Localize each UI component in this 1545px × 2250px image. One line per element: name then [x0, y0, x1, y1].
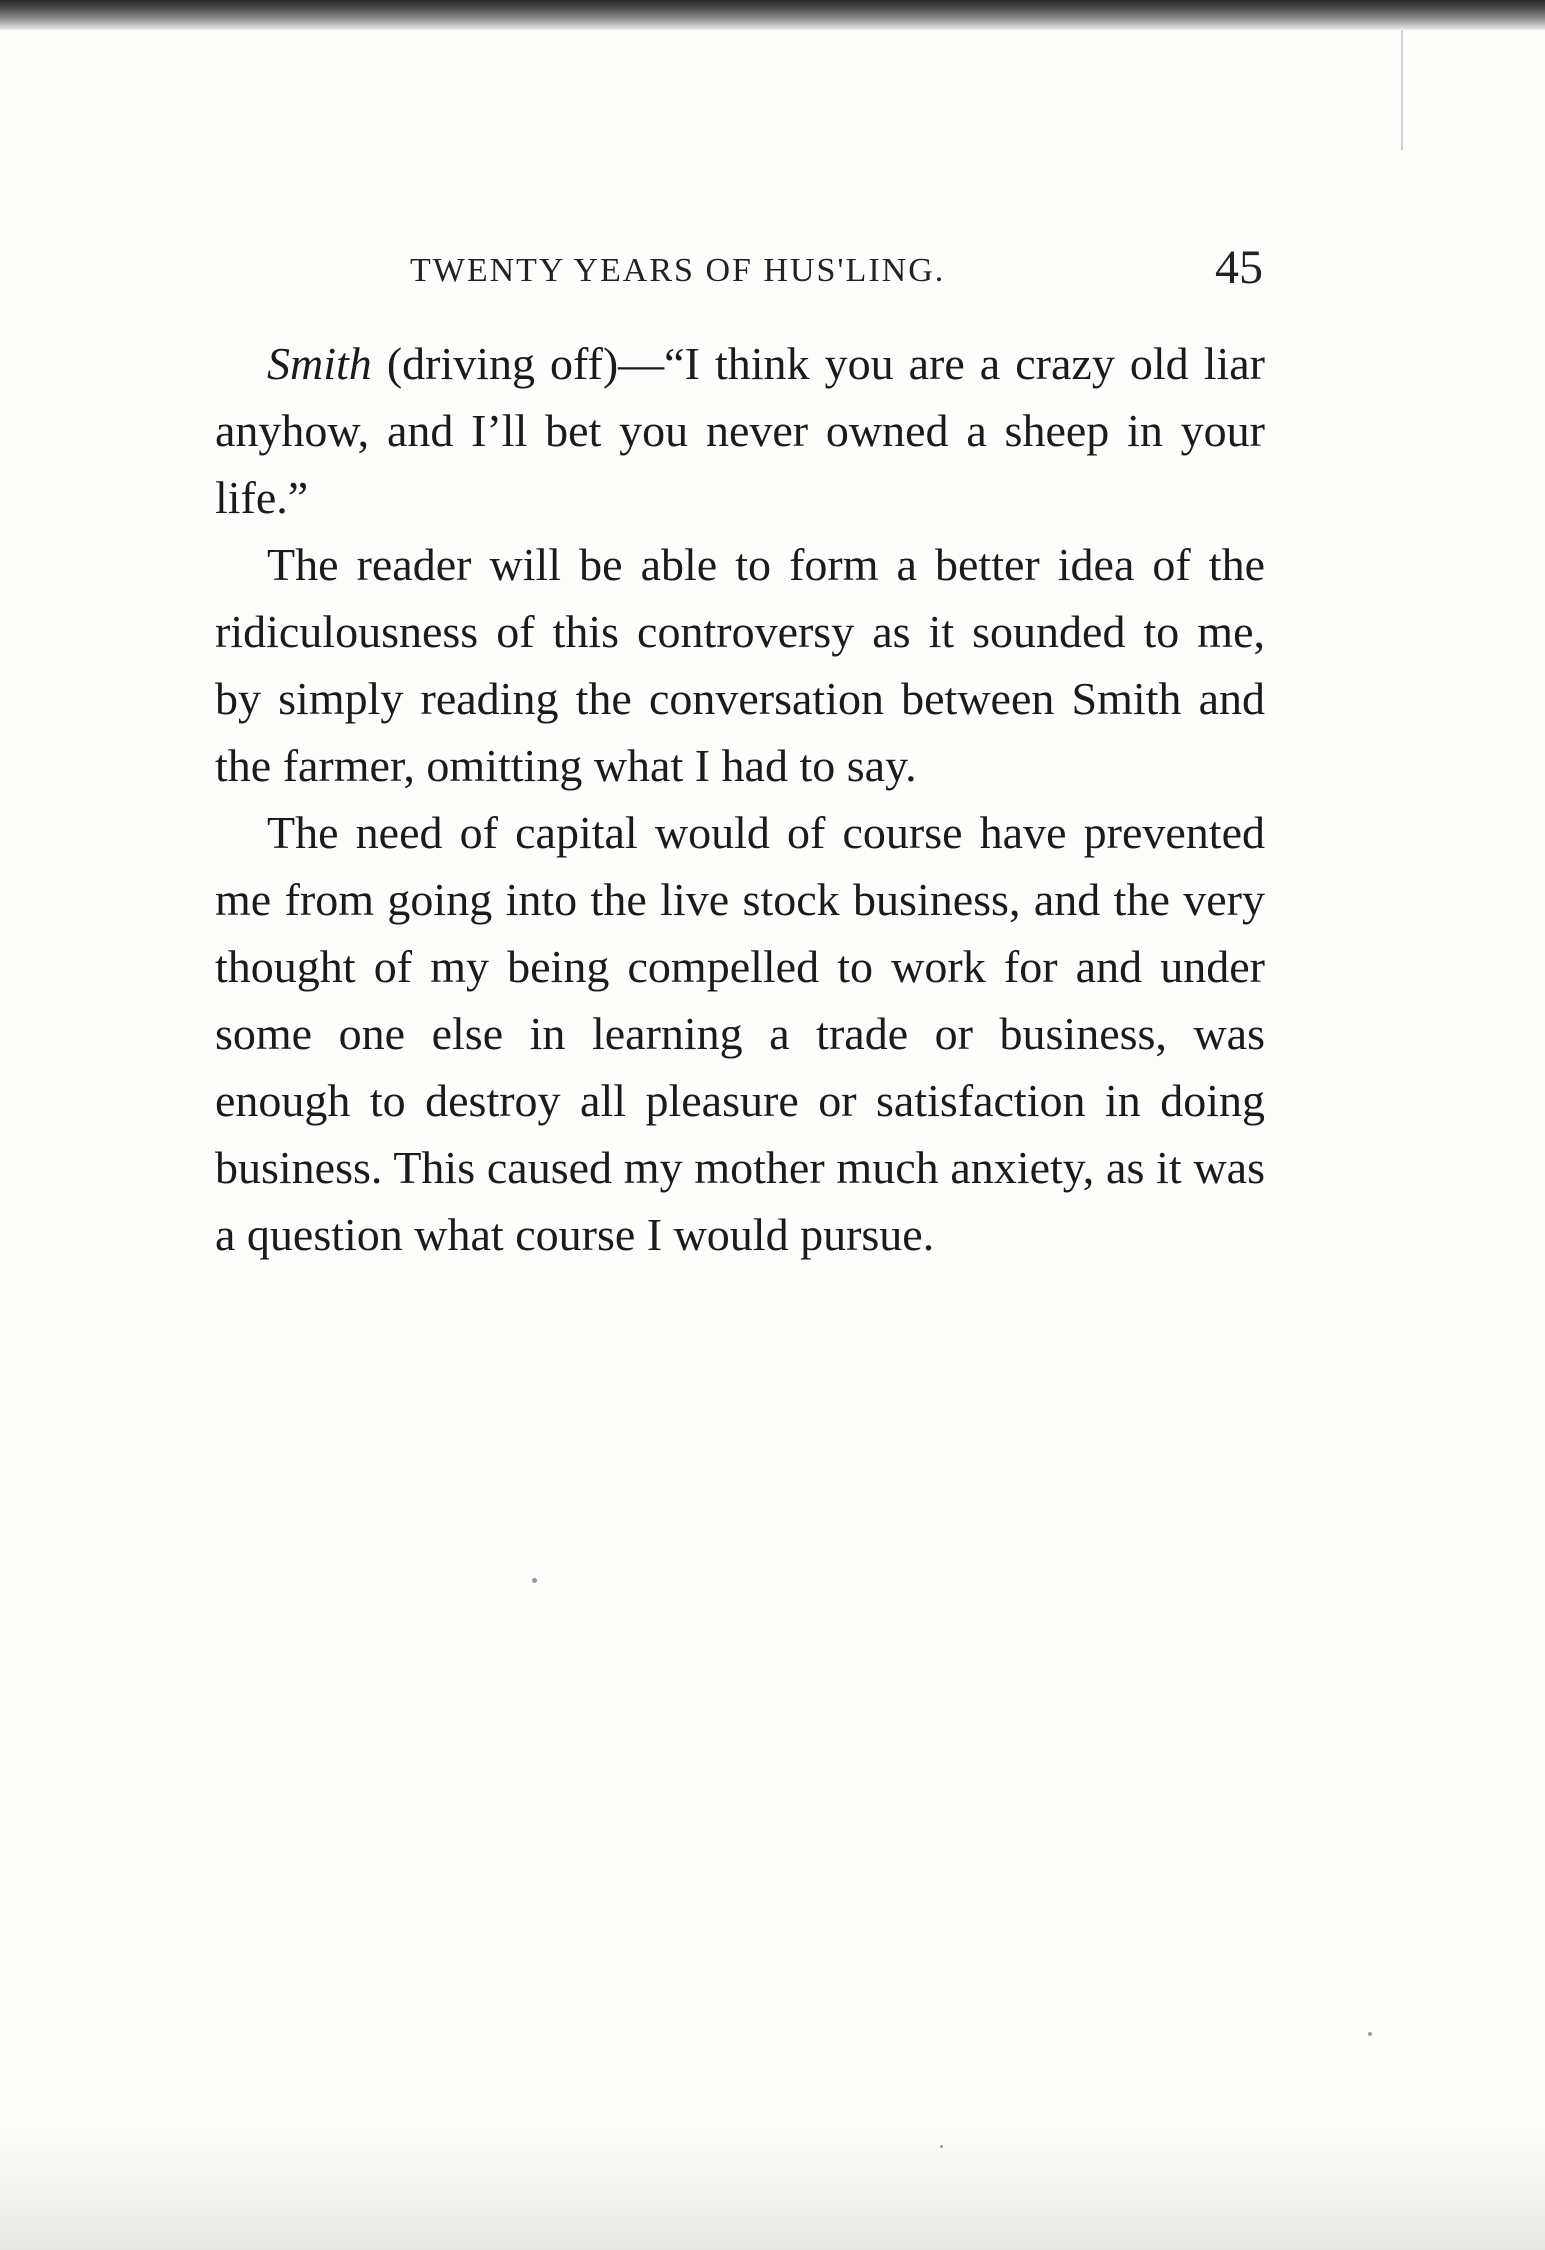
page-edge-mark [1401, 30, 1403, 150]
paper-speck [532, 1578, 537, 1583]
page-bottom-shading [0, 2130, 1545, 2250]
paragraph-1 [215, 330, 1265, 531]
running-head [215, 240, 1265, 310]
page-top-border [0, 0, 1545, 30]
paragraph-3: The need of capital would of course have prevented me from going into the live stock business, and the very thought of my being compelled to work for and under some one else in learning a trade or business, was enough to destroy all pleasure or satisfaction in doing business. This caused my mother much anxiety, as it was a question what course I would pursue. [215, 807, 1265, 1260]
page-body [215, 330, 1265, 1268]
paper-speck [1368, 2032, 1372, 2036]
paragraph-1-text: (driving off)—“I think you are a crazy old liar anyhow, and I’ll bet you never owned a sheep in your life.” [215, 338, 1265, 523]
speaker-name: Smith [267, 338, 372, 389]
paragraph-2: The reader will be able to form a better idea of the ridiculousness of this controversy as it sounded to me, by simply reading the conversation between Smith and the farmer, omitting what I had to say. [215, 539, 1265, 791]
page-number: 45 [1215, 241, 1263, 294]
running-title: TWENTY YEARS OF HUS'LING. [410, 252, 946, 289]
